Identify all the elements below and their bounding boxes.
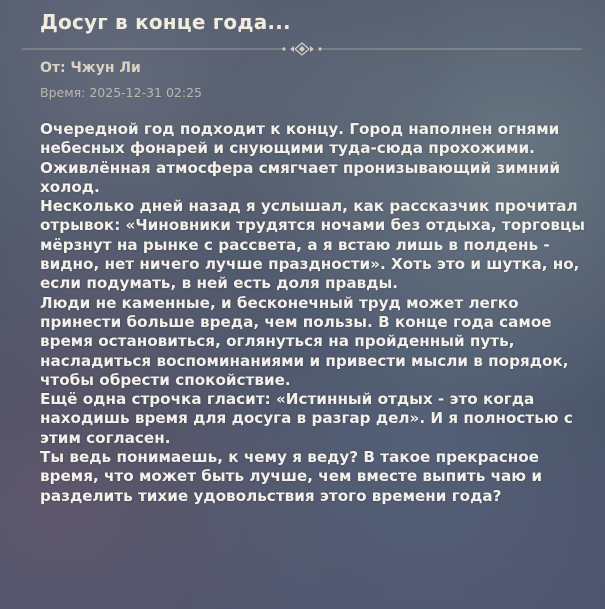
ornamental-divider [22, 42, 582, 56]
mail-title: Досуг в конце года... [40, 10, 291, 34]
mail-paragraph: Ты ведь понимаешь, к чему я веду? В такое прекрасное время, что может быть лучше, чем вместе выпить чаю и разделить тихие удовольствия этого времени года? [40, 448, 542, 505]
mail-paragraph: Люди не каменные, и бесконечный труд может легко принести больше вреда, чем пользы. В конце года самое время остановиться, оглянуться на пройденный путь, насладиться воспоминаниями и привести мысли в порядок, чтобы обрести спокойствие. [40, 293, 569, 389]
mail-sender: От: Чжун Ли [40, 60, 141, 76]
mail-paragraph: Ещё одна строчка гласит: «Истинный отдых - это когда находишь время для досуга в разгар дел». И я полностью с этим согласен. [40, 390, 573, 447]
mail-paragraph: Несколько дней назад я услышал, как рассказчик прочитал отрывок: «Чиновники трудятся ночами без отдыха, торговцы мёрзнут на рынке с рассвета, а я встаю лишь в полдень - видно, нет ничего лучше праздности». Хоть это и шутка, но, если подумать, в ней есть доля правды. [40, 197, 586, 293]
mail-timestamp: Время: 2025-12-31 02:25 [40, 85, 202, 100]
mail-body [40, 120, 588, 506]
mail-paragraph: Очередной год подходит к концу. Город наполнен огнями небесных фонарей и снующими туда-сюда прохожими. Оживлённая атмосфера смягчает пронизывающий зимний холод. [40, 120, 560, 196]
